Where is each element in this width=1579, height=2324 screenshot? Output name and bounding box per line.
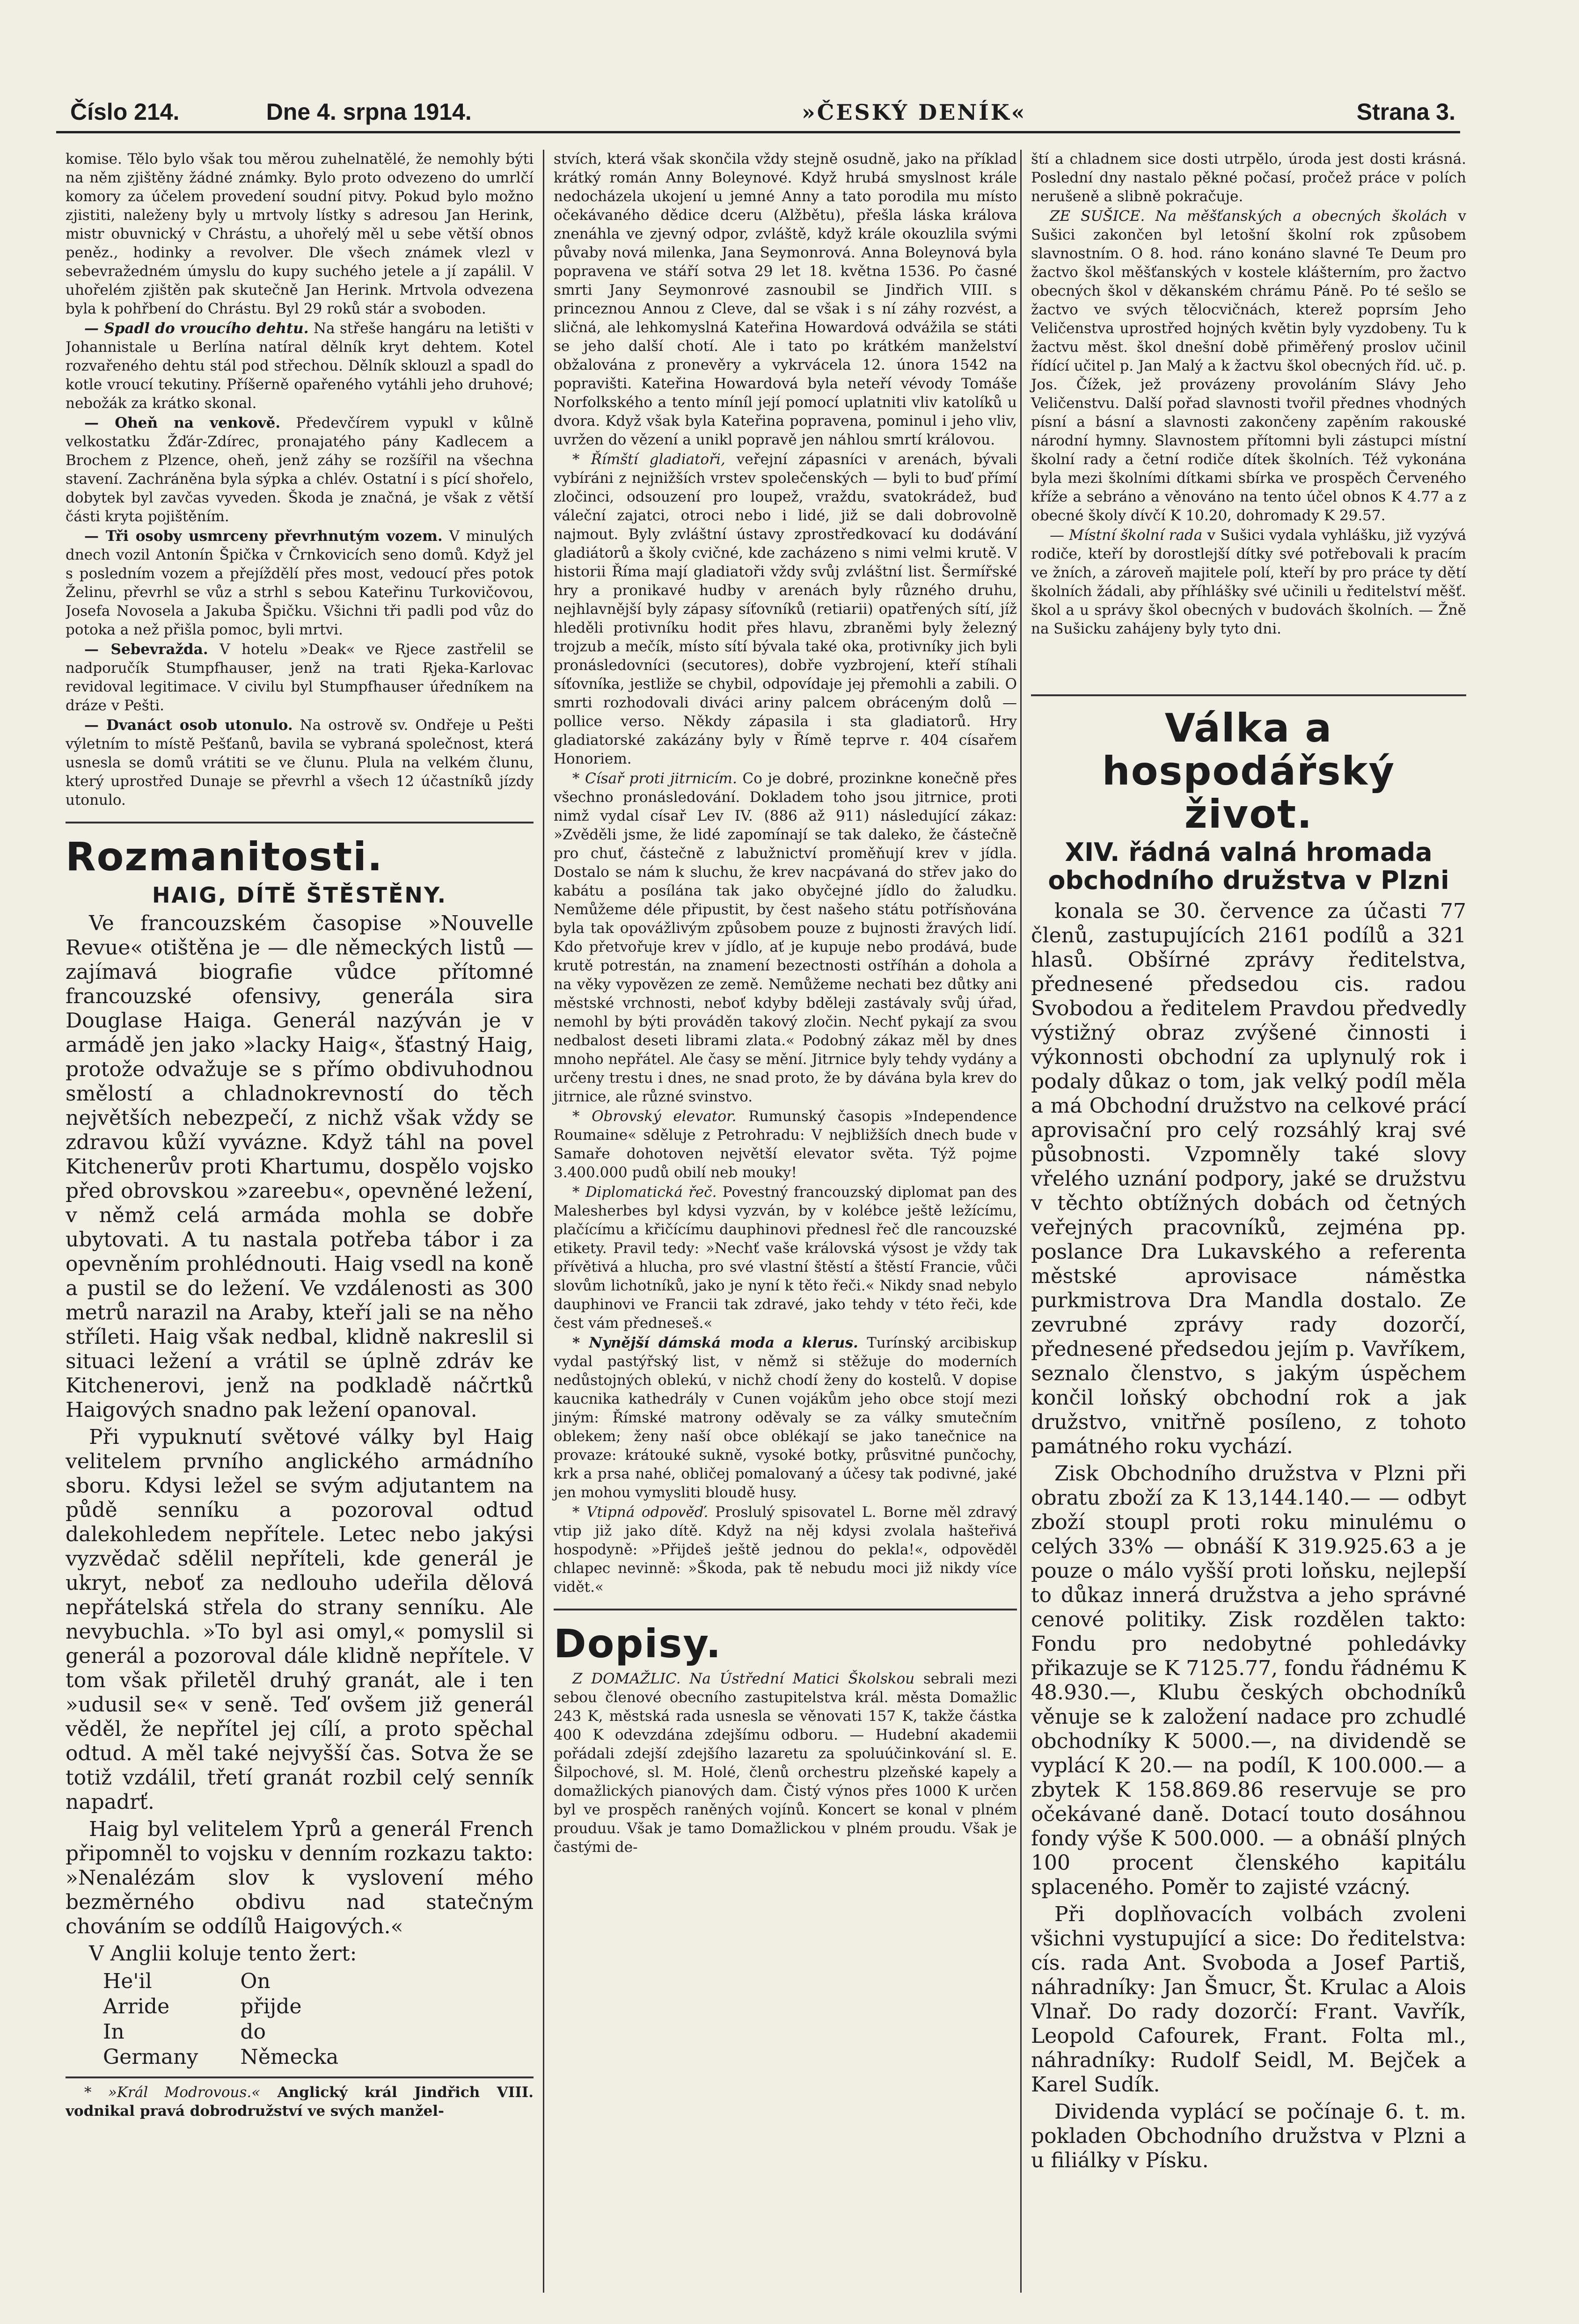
article-title: HAIG, DÍTĚ ŠTĚSTĚNY.: [152, 882, 447, 908]
news-paragraph: — Spadl do vroucího dehtu. Na střeše hangáru na letišti v Johannistale u Berlína natíral dělník kryt dehtem. Kotel rozvařeného dehtu stál pod střechou. Dělník sklouzl a spadl do kotle vroucí tekutiny. Příšerně opařeného vytáhli jeho druhové; nebožák za krátko skonal.: [66, 320, 534, 412]
section-heading-dopisy: Dopisy.: [554, 1621, 722, 1667]
letters: [554, 1669, 1017, 1857]
section-heading-valka: Válka a hospodářský život.: [1102, 705, 1396, 837]
article-paragraph: * Nynější dámská moda a klerus. Turínský arcibiskup vydal pastýřský list, v němž si stěžuje do moderních nedůstojných oblekú, v nichž chodí ženy do kostelů. V dopise kaucnika kathedrály v Cunen vojákům jeho obce stojí mezi jiným: Římské matrony oděvaly se za války smutečním oblekem; ženy naší obce oblékají se jako tanečnice na provaze: krátouké sukně, vysoké botky, průsvitné punčochy, krk a prsa nahé, obličej pomalovaný a účesy tak podivné, jaké jen mohou vymysliti bloudě husy.: [554, 1334, 1017, 1501]
divider: [66, 822, 534, 823]
news-paragraph: komise. Tělo bylo však tou měrou zuhelnatělé, že nemohly býti na něm zjištěny žádné známky. Bylo proto odvezeno do umrlčí komory za účelem provedení soudní pitvy. Pokud bylo možno zjistiti, naleženy byly u mrtvoly lístky s adresou Jan Herink, mistr obuvnický v Chrástu, a uhořelý měl u sebe větší obnos peněz., hodinky a revolver. Dle všech známek vlezl v sebevražedném úmyslu do kupy suchého jetele a jí zapálil. V uhořelém zjištěn pak skutečně Jan Herink. Mrtvola odvezena byla k pohřbení do Chrástu. Byl 29 roků stár a svoboden.: [66, 151, 534, 317]
joke-row: Germany Německa: [103, 2045, 339, 2069]
article-paragraph: * Obrovský elevator. Rumunský časopis »Independence Roumaine« sděluje z Petrohradu: V nejbližších dnech bude v Samaře dohotoven největší elevator světa. Týž pojme 3.400.000 pudů obilí neb mouky!: [554, 1108, 1017, 1181]
joke-table: [103, 1969, 380, 2070]
regional-news: [1031, 150, 1466, 638]
article-paragraph: * Vtipná odpověď. Proslulý spisovatel L. Borne měl zdravý vtip již jako dítě. Když na něj kdysi zvolala hašteřivá hospodyně: »Přijdeš ještě jednou do pekla!«, odpověděl chlapec nevinně: »Škoda, pak tě nebudu moci již nikdy více vidět.«: [554, 1504, 1017, 1595]
page-number: Strana 3.: [1356, 99, 1455, 125]
article-paragraph: konala se 30. července za účasti 77 členů, zastupujících 2161 podílů a 321 hlasů. Obšírné zprávy ředitelstva, přednesené předsedou cis. radou Svobodou a ředitelem Pravdou předvedly výstižný obraz zvýšené činnosti i výkonnosti obchodní za uplynulý rok i podaly důkaz o tom, jak velký podíl měla a má Obchodní družstvo na celkové prácí aprovisační pro celý rozsáhlý kraj své působnosti. Vzpomněly také slovy vřelého uznání podpory, jaké se družstvu v těchto obtížných dobách od četných veřejných pracovníků, zejména pp. poslance Dra Lukavského a referenta městské aprovisace náměstka purkmistrova Dra Mandla dostalo. Ze zevrubné zprávy rady dozorčí, přednesené předsedou jejím p. Vavříkem, seznalo členstvo, s jakým úspěchem končil loňský obchodní rok a jak družstvo, vnitřně posíleno, z tohoto památného roku vychází.: [1031, 899, 1466, 1458]
article-paragraph: — Místní školní rada v Sušici vydala vyhlášku, již vyzývá rodiče, kteří by dorostlejší dítky své potřebovali k pracím ve žních, a zároveň majitele polí, kteří by pro práce ty dětí školních žádali, aby příhlášky své učinili u ředitelství měšť. škol a u správy škol obecných v budovách školních. — Žně na Sušicku zahájeny byly tyto dni.: [1031, 527, 1466, 637]
news-paragraph: — Tři osoby usmrceny převrhnutým vozem. V minulých dnech vozil Antonín Špička v Črnkovicích seno domů. Když jel s posledním vozem a přejíždělí přes most, vedoucí přes potok Želinu, převrhl se vůz a strhl s sebou Kateřinu Turkovičovou, Josefa Novosela a Jakuba Špičku. Všichni tři padli pod vůz do potoka a než přišla pomoc, byli mrtvi.: [66, 528, 534, 638]
local-news: [66, 150, 534, 809]
paper-title: »ČESKÝ DENÍK«: [802, 100, 1027, 125]
news-paragraph: — Dvanáct osob utonulo. Na ostrově sv. Ondřeje u Pešti výletním to místě Pešťanů, bavila se vybraná společnost, která usnesla se domů vrátiti se ve člunu. Plula na velkém člunu, který uprostřed Dunaje se převrhl a všech 12 účastníků jízdy utonulo.: [66, 717, 534, 809]
haig-article: [66, 911, 534, 2070]
issue-number: Číslo 214.: [70, 99, 180, 125]
article-paragraph: * »Král Modrovous.« Anglický král Jindřich VIII. vodnikal pravá dobrodružství ve svých manžel-: [66, 2084, 534, 2120]
article-paragraph: stvích, která však skončila vždy stejně osudně, jako na příklad krátký román Anny Boleynové. Když hrubá smyslnost krále nedocházela ukojení u jemné Anny a tato porodila mu místo očekávaného dědice dceru (Alžbětu), přešla láska králova znenáhla ve zjevný odpor, zvláště, když krále okouzlila svými půvaby nová milenka, Jana Seymonrová. Anna Boleynová byla popravena ve stáří sotva 29 let 18. května 1536. Po časné smrti Jany Seymonrové zasnoubil se Jindřich VIII. s princeznou Annou z Cleve, dal se však i s ní záhy rozvést, a sličná, ale lehkomyslná Kateřina Howardová odvážila se státi se jeho další chotí. Ale i tato po krátkém manželství obžalována z pronevěry a vykrvácela 12. února 1542 na popravišti. Kateřina Howardová byla neteří vévody Tomáše Norfolkského a tento míníl její pomocí uplatniti vliv katolíků u dvora. Když však byla Kateřina popravena, pominul i jeho vliv, uvržen do vězení a unikl popravě jen náhlou smrtí královou.: [554, 151, 1017, 448]
news-paragraph: — Sebevražda. V hotelu »Deak« ve Rjece zastřelil se nadporučík Stumpfhauser, jenž na trati Rjeka-Karlovac revidoval legitimace. V civilu byl Stumpfhauser úředníkem na dráze v Pešti.: [66, 641, 534, 714]
cooperative-article: [1031, 899, 1466, 2173]
letter-paragraph: Z DOMAŽLIC. Na Ústřední Matici Školskou sebrali mezi sebou členové obecního zastupitelstva král. města Domažlic 243 K, městská rada usnesla se věnovati 157 K, takže částka 400 K odevzdána zdejšímu odboru. — Hudební akademii pořádali zdejší zdejšího lazaretu za spoluúčinkování sl. E. Šilpochové, sl. M. Holé, členů orchestru plzeňské kapely a domažlických pianových dam. Čistý výnos přes 1000 K určen byl ve prospěch raněných vojínů. Koncert se konal v plném prouduu. Však je tamo Domažlickou v plném proudu. Však je častými de-: [554, 1670, 1017, 1856]
article-paragraph: Zisk Obchodního družstva v Plzni při obratu zboží za K 13,144.140.— — odbyt zboží stoupl proti roku minulému o celých 33% — obnáší K 319.925.63 a je pouze o málo vyšší proti loňsku, nejlepší to důkaz innerá družstva a jeho správné cenové politiky. Zisk rozdělen takto: Fondu pro nedobytné pohledávky přikazuje se K 7125.77, fondu řádnému K 48.930.—, Klubu českých obchodníků věnuje se k založení nadace pro zchudlé obchodníky K 5000.—, na dividendě se vyplácí K 20.— na podíl, K 100.000.— a zbytek K 158.869.86 reservuje se pro očekávané daně. Dotací touto dosáhnou fondy výše K 500.000. — a obnáší plných 100 procent členského kapitálu splaceného. Poměr to zajisté vzácný.: [1031, 1462, 1466, 1899]
column-3: [1020, 150, 1466, 2293]
news-paragraph: — Oheň na venkově. Předevčírem vypukl v kůlně velkostatku Žďár-Zdírec, pronajatého pány Kadlecem a Brochem z Plzence, oheň, jenž záhy se rozšířil na všechna stavení. Zachráněna byla sýpka a chlév. Ostatní i s pící shořelo, dobytek byl zavčas vyveden. Škoda je značná, je však z větší části kryta pojištěním.: [66, 415, 534, 525]
article-paragraph: ští a chladnem sice dosti utrpělo, úroda jest dosti krásná. Poslední dny nastalo pěkné počasí, pročež práce v polích nerušeně a slibně pokračuje.: [1031, 151, 1466, 205]
joke-row: In do: [103, 2020, 266, 2044]
article-paragraph: Haig byl velitelem Yprů a generál French připomněl to vojsku v denním rozkazu takto: »Nenalézám slov k vyslovení mého bezměrného obdivu nad statečným chováním se oddílů Haigových.«: [66, 1817, 534, 1938]
column-1: [66, 150, 534, 2293]
article-paragraph: ZE SUŠICE. Na měšťanských a obecných školách v Sušici zakončen byl letošní školní rok způsobem slavnostním. O 8. hod. ráno konáno slavné Te Deum pro žactvo škol měšťanských v kostele klášterním, pro žactvo obecných škol v děkanském chrámu Páně. Po té sešlo se žactvo ve svých tělocvičnách, kterež poprsím Jeho Veličenstva uprostřed hojných květin byly vyzdobeny. Tu k žactvu měst. škol dnešní době přiměřený proslov učinil řídící učitel p. Jan Malý a k žactvu škol obecných říd. uč. p. Jos. Čížek, jež provázeny provoláním Slávy Jeho Veličenstvu. Další pořad slavnosti tvořil přednes vhodných písní a básní a slavnosti zakončeny zapěním rakouské národní hymny. Slavnostem přítomni byli zástupci místní školní rady a četní rodiče dítek školních. Též vykonána byla mezi školními dítkami sbírka ve prospěch Červeného kříže a sebráno a věnováno na tento účel obnos K 4.77 a z obecné školy dívčí K 10.20, dohromady K 29.57.: [1031, 208, 1466, 524]
article-title: XIV. řádná valná hromada obchodního družstva v Plzni: [1048, 838, 1449, 895]
article-paragraph: * Římští gladiatoři, veřejní zápasníci v arenách, bývali vybíráni z nejnižších vrstev společenských — byli to buď přímí zločinci, odsouzení pro loupež, vraždu, svatokrádež, buď váleční zajatci, otroci nebo i lidé, již se dali dobrovolně najmout. Byly zvláštní ústavy zprostředkovací ku dodávání gladiátorů a školy cvičné, kde zacházeno s nimi velmi krutě. V historii Říma mají gladiatoři vždy svůj zvláštní list. Šermířské hry a pronikavé hudby v arenách byly různého druhu, nejhlavnější byly zápasy síťovníků (retiarii) opatřených sítí, jíž hleděli protivníku hodit přes hlavu, zbraněmi byly železný trojzub a mečík, místo sítí bývala také oka, protivníky jich byli pronásledovníci (secutores), dobře vyzbrojení, kteří stíhali síťovníka, jestliže se chybil, odpovídaje jej přemohli a zabili. O smrti rozhodovali diváci ariny palcem obráceným dolů — pollice verso. Někdy zápasila i sta gladiatorů. Hry gladiatorské zakázány byly v Římě teprve r. 404 císařem Honoriem.: [554, 451, 1017, 767]
masthead: [56, 98, 1460, 133]
divider: [66, 2076, 534, 2078]
joke-row: He'il On: [103, 1969, 270, 1993]
miscellany: [554, 150, 1017, 1596]
article-paragraph: Dividenda vyplácí se počínaje 6. t. m. pokladen Obchodního družstva v Plzni a u filiálky v Písku.: [1031, 2100, 1466, 2172]
newspaper-page: [56, 98, 1466, 2297]
article-paragraph: Při vypuknutí světové války byl Haig velitelem prvního anglického armádního sboru. Kdysi ležel se svým adjutantem na půdě senníku a pozoroval odtud dalekohledem nepřítele. Letec nebo jakýsi vyzvědač sdělil nepříteli, kde generál je ukryt, neboť za nedlouho udeřila dělová nepřátelská střela do strany senníku. Ale nevybuchla. »To byl asi omyl,« pomyslil si generál a pozoroval dále klidně nepřítele. V tom však přiletěl druhý granát, ale i ten »udusil se« v seně. Teď ovšem již generál věděl, že nepřítel jej cílí, a proto spěchal odtud. A měl také nejvyšší čas. Sotva že se totiž vzdálil, třetí granát rozbil celý senník napadrť.: [66, 1425, 534, 1814]
issue-date: Dne 4. srpna 1914.: [266, 99, 472, 125]
article-paragraph: Při doplňovacích volbách zvoleni všichni vystupující a sice: Do ředitelstva: cís. rada Ant. Svoboda a Josef Partiš, náhradníky: Jan Šmucr, Št. Krulac a Alois Vlnař. Do rady dozorčí: Frant. Vavřík, Leopold Cafourek, Frant. Folta ml., náhradníky: Rudolf Seidl, M. Bejček a Karel Sudík.: [1031, 1902, 1466, 2097]
article-paragraph: * Diplomatická řeč. Povestný francouzský diplomat pan des Malesherbes byl kdysi vyzván, by v kolébce ještě ležícímu, plačícímu a křičícímu dauphinovi přednesl řeč dle rancouzské etikety. Pravil tedy: »Nechť vaše královská výsost je vždy tak přívětivá a hlucha, pro své vlastní štěstí a štěstí Francie, vůči slovům lichotníků, jako je nyní k těto řeči.« Nikdy snad nebylo dauphinovi ve Francii tak zdravé, jako tehdy v této řeči, kde čest vám předneseš.«: [554, 1184, 1017, 1332]
section-heading-rozmanitosti: Rozmanitosti.: [66, 834, 383, 880]
article-paragraph: * Císař proti jitrnicím. Co je dobré, prozinkne konečně přes všechno pronásledování. Dokladem toho jsou jitrnice, proti nimž vydal císař Lev IV. (886 až 911) následující zákaz: »Zvěděli jsme, že lidé zapomínají se tak daleko, že částečně pro chuť, částečně z labužnictví proměňují krev v jídla. Dostalo se nám k sluchu, že krev nacpávaná do střev jako do kabátu a posílána tak jako obyčejné jídlo do žaludku. Nemůžeme déle připustit, by čest našeho státu potřísňována byla tak opovážlivým způsobem pouze z bujnosti žravých lidí. Kdo přetvořuje krev v jídlo, ať je kupuje nebo prodává, bude krutě potrestán, na znamení bezectnosti ostříhán a dohola a na věky vypovězen ze země. Nemůžeme nechati bez důtky ani městské vrchnosti, neboť kdyby bděleji zastávaly svůj úřad, nemohl by býti prováděn takový zločin. Nechť pykají za svou nedbalost deseti librami zlata.« Podobný zákaz měl by dnes mnoho nepřátel. Ale časy se mění. Jitrnice byly tehdy vydány a určeny trestu i dnes, ne snad proto, že by dávána byla krev do jitrnice, ale různé svinstvo.: [554, 770, 1017, 1105]
article-paragraph: V Anglii koluje tento žert:: [89, 1942, 357, 1966]
divider: [1031, 694, 1466, 696]
joke-row: Arride přijde: [103, 1995, 302, 2018]
column-2: [543, 150, 1017, 2293]
divider: [554, 1609, 1017, 1610]
article-paragraph: Ve francouzském časopise »Nouvelle Revue« otištěna je — dle německých listů — zajímavá biografie vůdce přítomné francouzské ofensivy, generála sira Douglase Haiga. Generál nazýván je v armádě jen jako »lacky Haig«, šťastný Haig, protože odvažuje se s přímo obdivuhodnou smělostí a chladnokrevností do těch největších nebezpečí, z nichž však vždy se zdravou kůží vyvázne. Když táhl na povel Kitchenerův proti Khartumu, dospělo vojsko před obrovskou »zareebu«, opevněné ležení, v němž celá armáda mohla se dobře ubytovati. A tu nastala potřeba tábor i za opevněním prohlédnouti. Haig vsedl na koně a pustil se do ležení. Ve vzdálenosti as 300 metrů narazil na Araby, kteří jali se na něho stříleti. Haig však nedbal, klidně nakreslil si situaci ležení a vrátil se úplně zdráv ke Kitchenerovi, jenž na podkladě náčrtků Haigových snadno pak ležení opanoval.: [66, 911, 534, 1422]
